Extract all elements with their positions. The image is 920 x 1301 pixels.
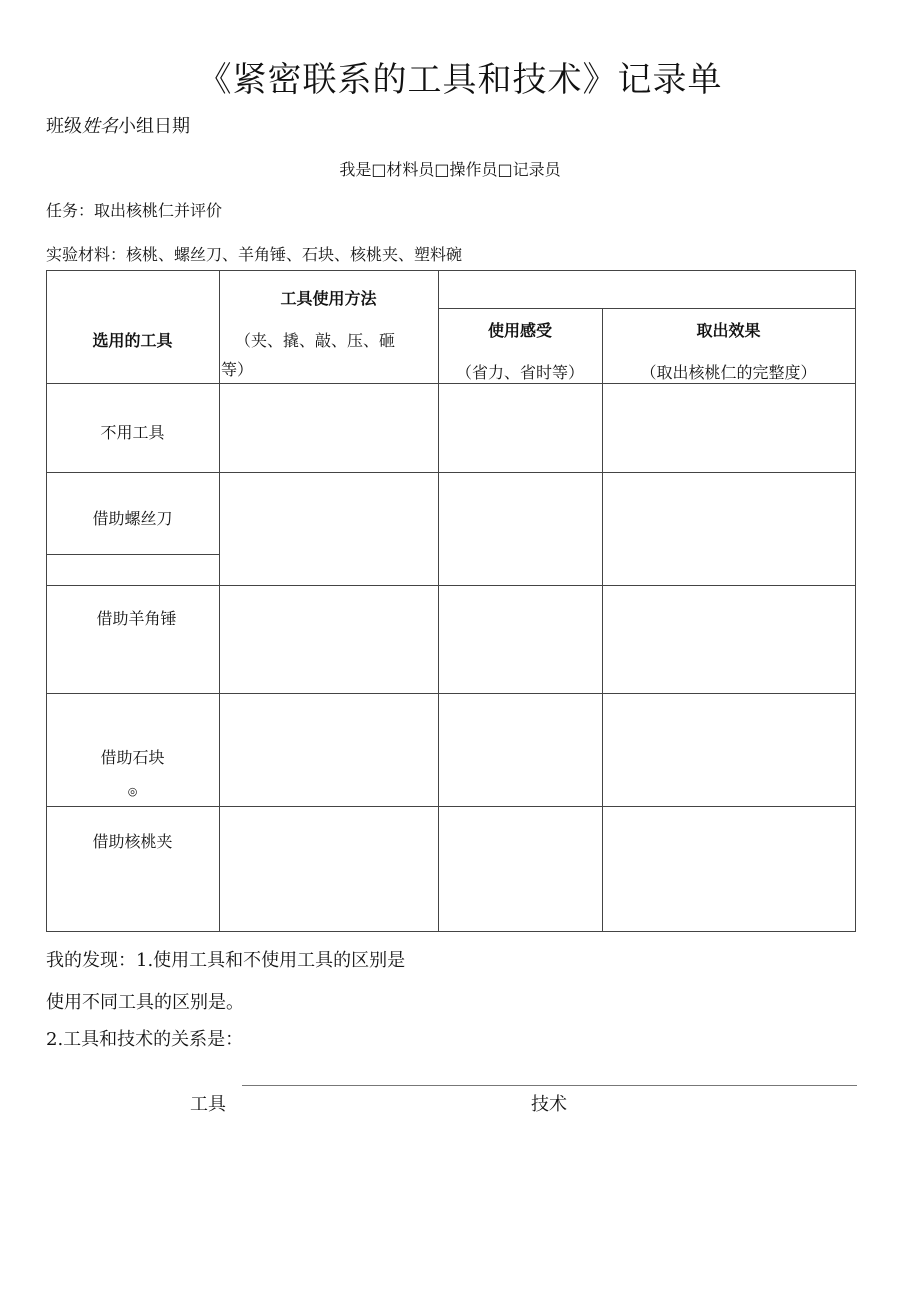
header-tool: 选用的工具 <box>92 331 173 350</box>
header-method-hint: （夹、撬、敲、压、砸 <box>235 331 396 350</box>
class-label: 班级 <box>46 116 82 137</box>
header-method-hint-cont: 等） <box>221 360 254 379</box>
tool-label: 工具 <box>190 1094 226 1115</box>
materials-line: 实验材料：核桃、螺丝刀、羊角锤、石块、核桃夹、塑料碗 <box>46 245 463 264</box>
row-tool-stone: 借助石块 <box>100 748 165 767</box>
header-feel-hint: （省力、省时等） <box>455 363 584 382</box>
document-title: 《紧密联系的工具和技术》记录单 <box>197 60 723 100</box>
finding-line-2: 使用不同工具的区别是。 <box>46 992 244 1013</box>
header-effect-title: 取出效果 <box>696 321 761 340</box>
group-date-label: 小组日期 <box>118 116 190 137</box>
header-effect-hint: （取出核桃仁的完整度） <box>640 363 817 382</box>
row-stone-mark: ◎ <box>127 785 138 798</box>
row-tool-screwdriver: 借助螺丝刀 <box>92 509 173 528</box>
technique-label: 技术 <box>531 1094 567 1115</box>
row-tool-nutcracker: 借助核桃夹 <box>92 832 173 851</box>
relation-answer-line <box>242 1085 857 1086</box>
header-method-title: 工具使用方法 <box>280 289 377 308</box>
row-tool-hammer: 借助羊角锤 <box>96 609 177 628</box>
header-feel-title: 使用感受 <box>487 321 552 340</box>
task-line: 任务：取出核桃仁并评价 <box>46 201 223 220</box>
finding-line-3: 2.工具和技术的关系是： <box>46 1029 244 1050</box>
role-selection: 我是□材料员□操作员□记录员 <box>339 160 561 179</box>
row-tool-none: 不用工具 <box>100 423 165 442</box>
finding-line-1: 我的发现：1.使用工具和不使用工具的区别是 <box>46 950 406 971</box>
name-label: 姓名 <box>82 116 118 137</box>
